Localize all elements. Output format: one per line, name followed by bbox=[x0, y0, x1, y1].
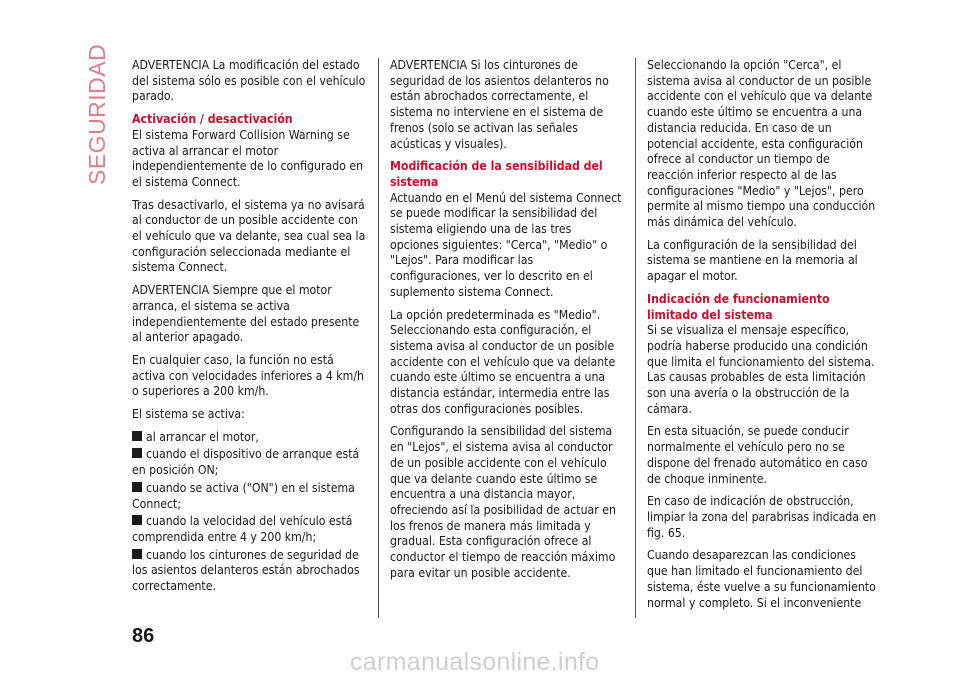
paragraph: El sistema Forward Collision Warning se activa al arrancar el motor independientemente de lo configurado en el sistema Connect. bbox=[132, 127, 364, 189]
section-title-text: SEGURIDAD bbox=[84, 43, 110, 185]
paragraph: Tras desactivarlo, el sistema ya no avisará al conductor de un posible accidente con el vehículo que va delante, sea cual sea la configuración seleccionada mediante el sistema Connect. bbox=[132, 197, 366, 275]
section-heading: Activación / desactivación bbox=[132, 112, 293, 127]
page-number: 86 bbox=[132, 625, 155, 647]
bullet-square-icon bbox=[132, 431, 142, 441]
list-item-text: cuando la velocidad del vehículo está comprendida entre 4 y 200 km/h; bbox=[132, 514, 353, 544]
section-heading: Modificación de la sensibilidad del sistema bbox=[390, 159, 603, 189]
paragraph: En esta situación, se puede conducir normalmente el vehículo pero no se dispone del frenado automático en caso de choque inminente. bbox=[647, 424, 868, 486]
list-item bbox=[132, 430, 367, 446]
bullet-square-icon bbox=[132, 549, 142, 559]
text-column-2 bbox=[390, 58, 622, 589]
paragraph: Seleccionando la opción "Cerca", el sistema avisa al conductor de un posible accidente con el vehículo que va delante cuando este último se encuentra a una distancia reducida. En caso de un potencial accidente, esta configuración ofrece al conductor un tiempo de reacción inferior respecto al de las configuraciones "Medio" y "Lejos", pero permite al mismo tiempo una conducción más dinámica del vehículo. bbox=[647, 58, 876, 230]
paragraph: ADVERTENCIA La modificación del estado del sistema sólo es posible con el vehículo parado. bbox=[132, 58, 366, 104]
column-divider bbox=[635, 58, 636, 618]
bullet-square-icon bbox=[132, 448, 142, 458]
paragraph: ADVERTENCIA Siempre que el motor arranca, el sistema se activa independientemente del estado presente al anterior apagado. bbox=[132, 283, 360, 345]
paragraph: Configurando la sensibilidad del sistema en "Lejos", el sistema avisa al conductor de un posible accidente con el vehículo que va delante cuando este último se encuentra a una distancia mayor, ofreciendo así la posibilidad de actuar en los frenos de manera más limitada y gradual. Esta configuración ofrece al conductor el tiempo de reacción máximo para evitar un posible accidente. bbox=[390, 424, 616, 580]
list-item bbox=[132, 514, 367, 545]
section-heading: Indicación de funcionamiento limitado del sistema bbox=[647, 291, 830, 322]
bullet-square-icon bbox=[132, 482, 142, 492]
text-column-3 bbox=[647, 58, 879, 618]
bullet-square-icon bbox=[132, 515, 142, 525]
list-item-text: cuando se activa ("ON") en el sistema Connect; bbox=[132, 480, 355, 511]
paragraph: La opción predeterminada es "Medio". Seleccionando esta configuración, el sistema avisa al conductor de un posible accidente con el vehículo que va delante cuando este último se encuentra a una distancia estándar, intermedia entre las otras dos configuraciones posibles. bbox=[390, 307, 616, 416]
paragraph: ADVERTENCIA Si los cinturones de seguridad de los asientos delanteros no están abrochados correctamente, el sistema no interviene en el sistema de frenos (solo se activan las señales acústicas y visuales). bbox=[390, 58, 609, 151]
list-item bbox=[132, 548, 367, 595]
section-title-vertical bbox=[84, 43, 114, 185]
column-divider bbox=[378, 58, 379, 618]
paragraph: La configuración de la sensibilidad del sistema se mantiene en la memoria al apagar el motor. bbox=[647, 237, 858, 284]
paragraph: En caso de indicación de obstrucción, limpiar la zona del parabrisas indicada en fig. 65. bbox=[647, 494, 877, 540]
paragraph: Cuando desaparezcan las condiciones que han limitado el funcionamiento del sistema, éste vuelve a su funcionamiento normal y completo. Si el inconveniente bbox=[647, 548, 876, 610]
list-item-text: al arrancar el motor, bbox=[146, 429, 259, 444]
paragraph: En cualquier caso, la función no está activa con velocidades inferiores a 4 km/h o superiores a 200 km/h. bbox=[132, 352, 364, 399]
list-item bbox=[132, 447, 367, 478]
list-item-text: cuando los cinturones de seguridad de los asientos delanteros están abrochados correctamente. bbox=[132, 547, 360, 594]
list-item-text: cuando el dispositivo de arranque está en posición ON; bbox=[132, 447, 360, 478]
paragraph: Actuando en el Menú del sistema Connect se puede modificar la sensibilidad del sistema eligiendo una de las tres opciones siguientes: "Cerca", "Medio" o "Lejos". Para modificar las configuraciones, ver lo descrito en el suplemento sistema Connect. bbox=[390, 190, 622, 299]
paragraph: Si se visualiza el mensaje específico, podría haberse producido una condición que limita el funcionamiento del sistema. Las causas probables de esta limitación son una avería o la obstrucción de la cámara. bbox=[647, 323, 875, 416]
list-item bbox=[132, 481, 367, 512]
watermark: carmanualsonline.info bbox=[350, 648, 600, 676]
text-column-1 bbox=[132, 58, 367, 597]
paragraph: El sistema se activa: bbox=[132, 407, 245, 422]
